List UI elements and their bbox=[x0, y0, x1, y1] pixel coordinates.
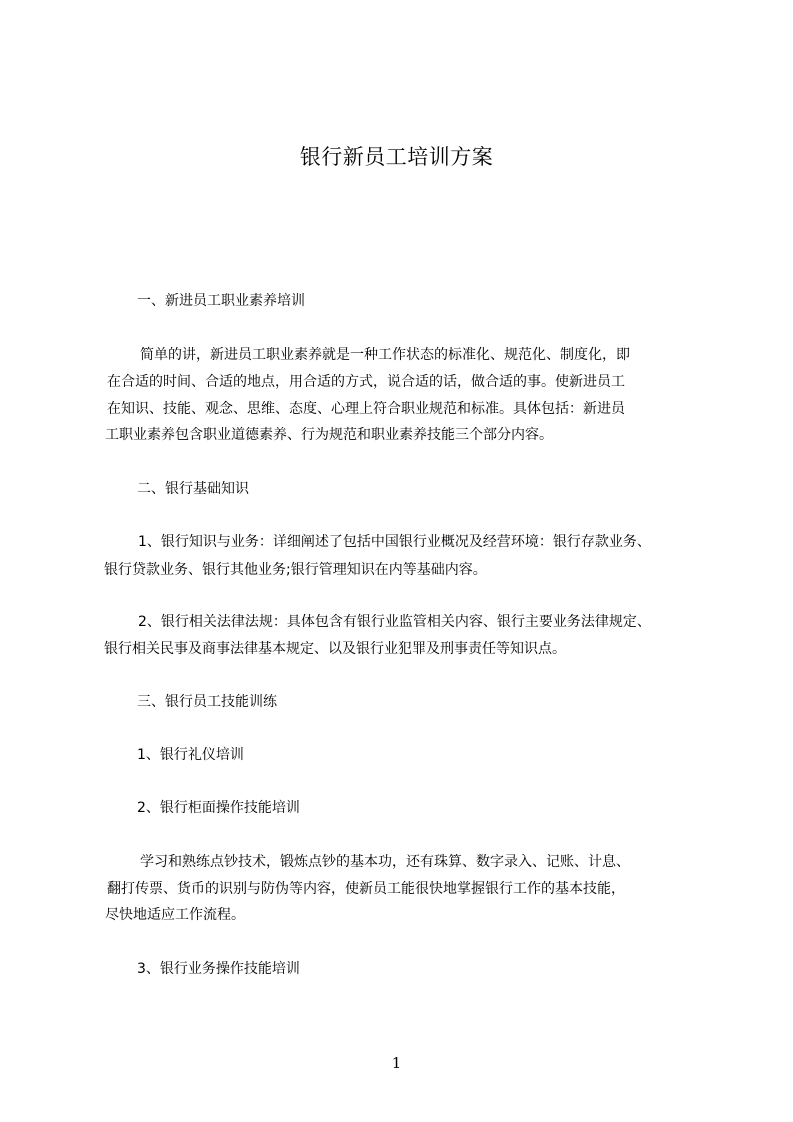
paragraph-line: 简单的讲，新进员工职业素养就是一种工作状态的标准化、规范化、制度化，即 bbox=[140, 347, 630, 363]
subheading-item: 2、银行柜面操作技能培训 bbox=[137, 800, 300, 816]
paragraph-line: 学习和熟练点钞技术，锻炼点钞的基本功，还有珠算、数字录入、记账、计息、 bbox=[140, 854, 630, 870]
page-number: 1 bbox=[391, 1054, 402, 1072]
paragraph-line: 尽快地适应工作流程。 bbox=[105, 907, 245, 923]
paragraph-line: 1、银行知识与业务：详细阐述了包括中国银行业概况及经营环境：银行存款业务、 bbox=[138, 534, 651, 550]
paragraph-line: 银行相关民事及商事法律基本规定、以及银行业犯罪及刑事责任等知识点。 bbox=[104, 641, 566, 657]
document-title: 银行新员工培训方案 bbox=[299, 145, 494, 169]
subheading-item: 1、银行礼仪培训 bbox=[137, 747, 244, 763]
paragraph-line: 银行贷款业务、银行其他业务;银行管理知识在内等基础内容。 bbox=[104, 562, 487, 578]
subheading-item: 3、银行业务操作技能培训 bbox=[137, 961, 300, 977]
section-heading-2: 二、银行基础知识 bbox=[137, 481, 249, 497]
section-heading-1: 一、新进员工职业素养培训 bbox=[137, 293, 305, 309]
section-heading-3: 三、银行员工技能训练 bbox=[137, 694, 277, 710]
paragraph-line: 翻打传票、货币的识别与防伪等内容，使新员工能很快地掌握银行工作的基本技能， bbox=[107, 881, 625, 897]
paragraph-line: 工职业素养包含职业道德素养、行为规范和职业素养技能三个部分内容。 bbox=[105, 427, 553, 443]
paragraph-line: 在知识、技能、观念、思维、态度、心理上符合职业规范和标准。具体包括：新进员 bbox=[107, 401, 625, 417]
paragraph-line: 2、银行相关法律法规：具体包含有银行业监管相关内容、银行主要业务法律规定、 bbox=[138, 614, 651, 630]
paragraph-line: 在合适的时间、合适的地点，用合适的方式，说合适的话，做合适的事。使新进员工 bbox=[107, 374, 625, 390]
